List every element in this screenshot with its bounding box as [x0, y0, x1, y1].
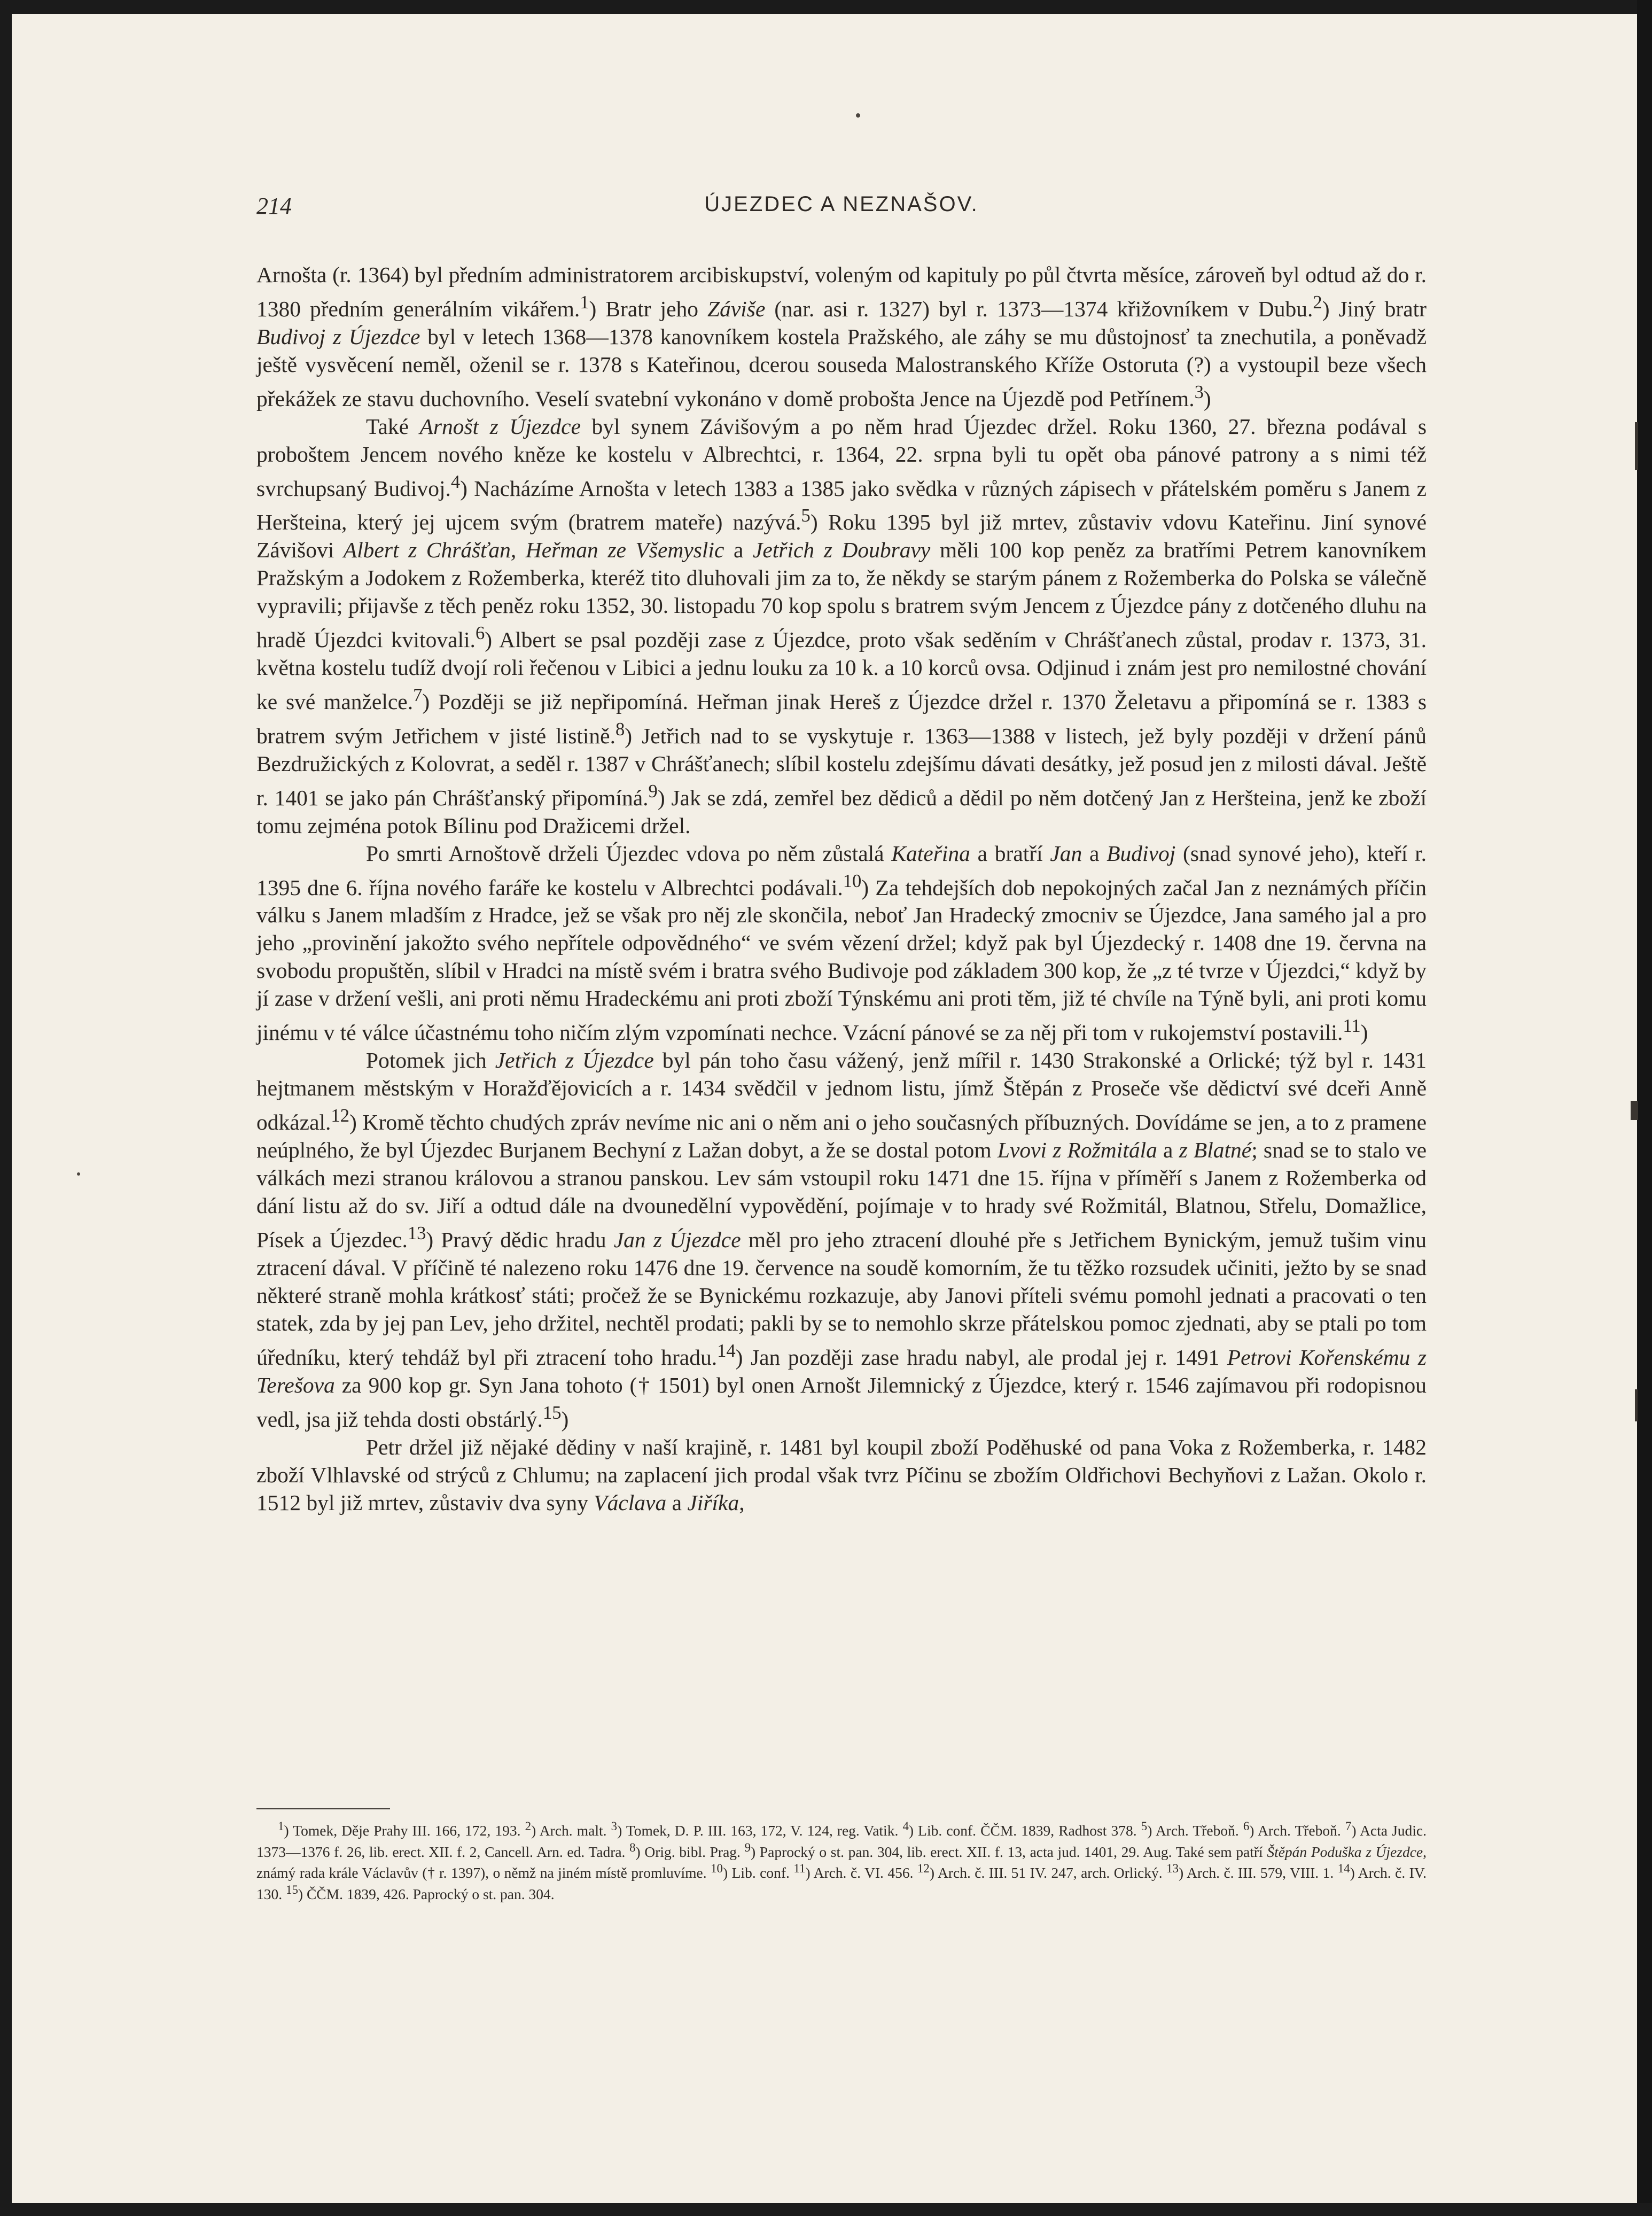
binding-mark: [1631, 1101, 1638, 1120]
scan-speck: [856, 113, 860, 118]
body-paragraph: Potomek jich Jetřich z Újezdce byl pán toho času vážený, jenž mířil r. 1430 Strakonské a Orlické; týž byl r. 1431 hejtmanem městským v Horažďějovicích a r. 1434 svědčil v jednom listu, jímž Štěpán z Proseče vše dědictví své dceři Anně odkázal.$^{12}$) Kromě těchto chudých zpráv nevíme nic ani o něm ani o jeho současných příbuzných. Dovídáme se jen, a to z pramene neúplného, že byl Újezdec Burjanem Bechyní z Lažan dobyt, a že se dostal potom Lvovi z Rožmitála a z Blatné; snad se to stalo ve válkách mezi stranou královou a stranou panskou. Lev sám vstoupil roku 1471 dne 15. října v příměří s Janem z Rožemberka od dání listu až do sv. Jiří a odtud dále na dvounedělní vypovědění, pojímaje v to hrady své Rožmitál, Blatnou, Střelu, Domažlice, Písek a Újezdec.$^{13}$) Pravý dědic hradu Jan z Újezdce měl pro jeho ztracení dlouhé pře s Jetřichem Bynickým, jemuž tušim vinu ztracení dával. V příčině té nalezeno roku 1476 dne 19. července na soudě komorním, že tu těžko rozsudek učiniti, ježto by se snad některé straně mohla krátkosť státi; pročež že se Bynickému rozkazuje, aby Janovi příteli svému pomohl jednati a pracovati o ten statek, zda by jej pan Lev, jeho držitel, nechtěl prodati; pakli by se to nemohlo skrze přátelskou pomoc zjednati, aby se ptali po tom úředníku, který tehdáž byl při ztracení toho hradu.$^{14}$) Jan později zase hradu nabyl, ale prodal jej r. 1491 Petrovi Kořenskému z Terešova za 900 kop gr. Syn Jana tohoto († 1501) byl onen Arnošt Jilemnický z Újezdce, který r. 1546 zajímavou při rodopisnou vedl, jsa již tehda dosti obstárlý.$^{15}$): [256, 1048, 1427, 1432]
binding-mark: [1635, 1389, 1638, 1421]
scan-border-top: [0, 0, 1652, 14]
body-paragraph: Po smrti Arnoštově drželi Újezdec vdova po něm zůstalá Kateřina a bratří Jan a Budivoj (snad synové jeho), kteří r. 1395 dne 6. října nového faráře ke kostelu v Albrechtci podávali.$^{10}$) Za tehdejších dob nepokojných začal Jan z neznámých příčin válku s Janem mladším z Hradce, jež se však pro něj zle skončila, neboť Jan Hradecký zmocniv se Újezdce, Jana samého jal a pro jeho „provinění jakožto svého nepřítele odpovědného“ ve svém vězení držel; když pak byl Újezdecký r. 1408 dne 19. června na svobodu propuštěn, slíbil v Hradci na místě svém i bratra svého Budivoje pod základem 300 kop, že „z té tvrze v Újezdci,“ když by jí zase v držení vešli, ani proti němu Hradeckému ani proti zboží Týnskému ani proti těm, již té chvíle na Týně byli, ani proti komu jinému v té válce účastnému toho ničím zlým vzpomínati nechce. Vzácní pánové se za něj při tom v rukojemství postavili.$^{11}$): [256, 841, 1427, 1045]
body-paragraph: Arnošta (r. 1364) byl předním administratorem arcibiskupství, voleným od kapituly po půl čtvrta měsíce, zároveň byl odtud až do r. 1380 předním generálním vikářem.$^1$) Bratr jeho Záviše (nar. asi r. 1327) byl r. 1373—1374 křižovníkem v Dubu.$^2$) Jiný bratr Budivoj z Újezdce byl v letech 1368—1378 kanovníkem kostela Pražského, ale záhy se mu důstojnosť ta znechutila, a poněvadž ještě vysvěcení neměl, oženil se r. 1378 s Kateřinou, dcerou souseda Malostranského Kříže Ostoruta (?) a vystoupil beze všech překážek ze stavu duchovního. Veselí svatební vykonáno v domě probošta Jence na Újezdě pod Petřínem.$^3$): [256, 262, 1427, 411]
footnotes: [256, 1818, 1427, 1903]
scan-speck: [77, 1172, 80, 1176]
scan-border-right: [1637, 0, 1652, 2216]
page-header: [256, 192, 1427, 224]
scan-border-bottom: [0, 2203, 1652, 2216]
running-title: ÚJEZDEC A NEZNAŠOV.: [704, 192, 979, 216]
body-paragraph: Také Arnošt z Újezdce byl synem Závišovým a po něm hrad Újezdec držel. Roku 1360, 27. března podával s proboštem Jencem nového kněze ke kostelu v Albrechtci, r. 1364, 22. srpna byli tu opět oba pánové patrony a s nimi též svrchupsaný Budivoj.$^4$) Nacházíme Arnošta v letech 1383 a 1385 jako svědka v různých zápisech v přátelském poměru s Janem z Heršteina, který jej ujcem svým (bratrem mateře) nazývá.$^5$) Roku 1395 byl již mrtev, zůstaviv vdovu Kateřinu. Jiní synové Závišovi Albert z Chrášťan, Heřman ze Všemyslic a Jetřich z Doubravy měli 100 kop peněz za bratřími Petrem kanovníkem Pražským a Jodokem z Rožemberka, kteréž tito dluhovali jim za to, že někdy se starým pánem z Rožemberka do Polska se válečně vypravili; přijavše z těch peněz roku 1352, 30. listopadu 70 kop spolu s bratrem svým Jencem z Újezdce pány z dotčeného dluhu na hradě Újezdci kvitovali.$^6$) Albert se psal později zase z Újezdce, proto však seděním v Chrášťanech zůstal, prodav r. 1373, 31. května kostelu tudíž dvojí roli řečenou v Libici a jednu louku za 10 k. a 10 korců ovsa. Odjinud i znám jest pro nemilostné chování ke své manželce.$^7$) Později se již nepřipomíná. Heřman jinak Hereš z Újezdce držel r. 1370 Želetavu a připomíná se r. 1383 s bratrem svým Jetřichem v jisté listině.$^8$) Jetřich nad to se vyskytuje r. 1363—1388 v listech, jež byly později v držení pánů Bezdružických z Kolovrat, a seděl r. 1387 v Chrášťanech; slíbil kostelu zdejšímu dávati desátky, jež posud jen z milosti dával. Ještě r. 1401 se jako pán Chrášťanský připomíná.$^9$) Jak se zdá, zemřel bez dědiců a dědil po něm dotčený Jan z Heršteina, jenž ke zboží tomu zejména potok Bílinu pod Dražicemi držel.: [256, 414, 1427, 838]
footnotes-paragraph: $^1$) Tomek, Děje Prahy III. 166, 172, 193. $^2$) Arch. malt. $^3$) Tomek, D. P. III. 163, 172, V. 124, reg. Vatik. $^4$) Lib. conf. ČČM. 1839, Radhost 378. $^5$) Arch. Třeboň. $^6$) Arch. Třeboň. $^7$) Acta Judic. 1373—1376 f. 26, lib. erect. XII. f. 2, Cancell. Arn. ed. Tadra. $^8$) Orig. bibl. Prag. $^9$) Paprocký o st. pan. 304, lib. erect. XII. f. 13, acta jud. 1401, 29. Aug. Také sem patří Štěpán Poduška z Újezdce, známý rada krále Václavův († r. 1397), o němž na jiném místě promluvíme. $^{10}$) Lib. conf. $^{11}$) Arch. č. VI. 456. $^{12}$) Arch. č. III. 51 IV. 247, arch. Orlický. $^{13}$) Arch. č. III. 579, VIII. 1. $^{14}$) Arch. č. IV. 130. $^{15}$) ČČM. 1839, 426. Paprocký o st. pan. 304.: [256, 1820, 1427, 1903]
scan-border-left: [0, 0, 12, 2216]
page-number: 214: [256, 193, 292, 219]
footnote-rule: [256, 1808, 390, 1809]
binding-mark: [1635, 422, 1638, 470]
main-text: [256, 261, 1427, 1517]
body-paragraph: Petr držel již nějaké dědiny v naší krajině, r. 1481 byl koupil zboží Poděhuské od pana Voka z Rožemberka, r. 1482 zboží Vlhlavské od strýců z Chlumu; na zaplacení jich prodal však tvrz Píčinu se zbožím Oldřichovi Bechyňovi z Lažan. Okolo r. 1512 byl již mrtev, zůstaviv dva syny Václava a Jiříka,: [256, 1434, 1427, 1515]
